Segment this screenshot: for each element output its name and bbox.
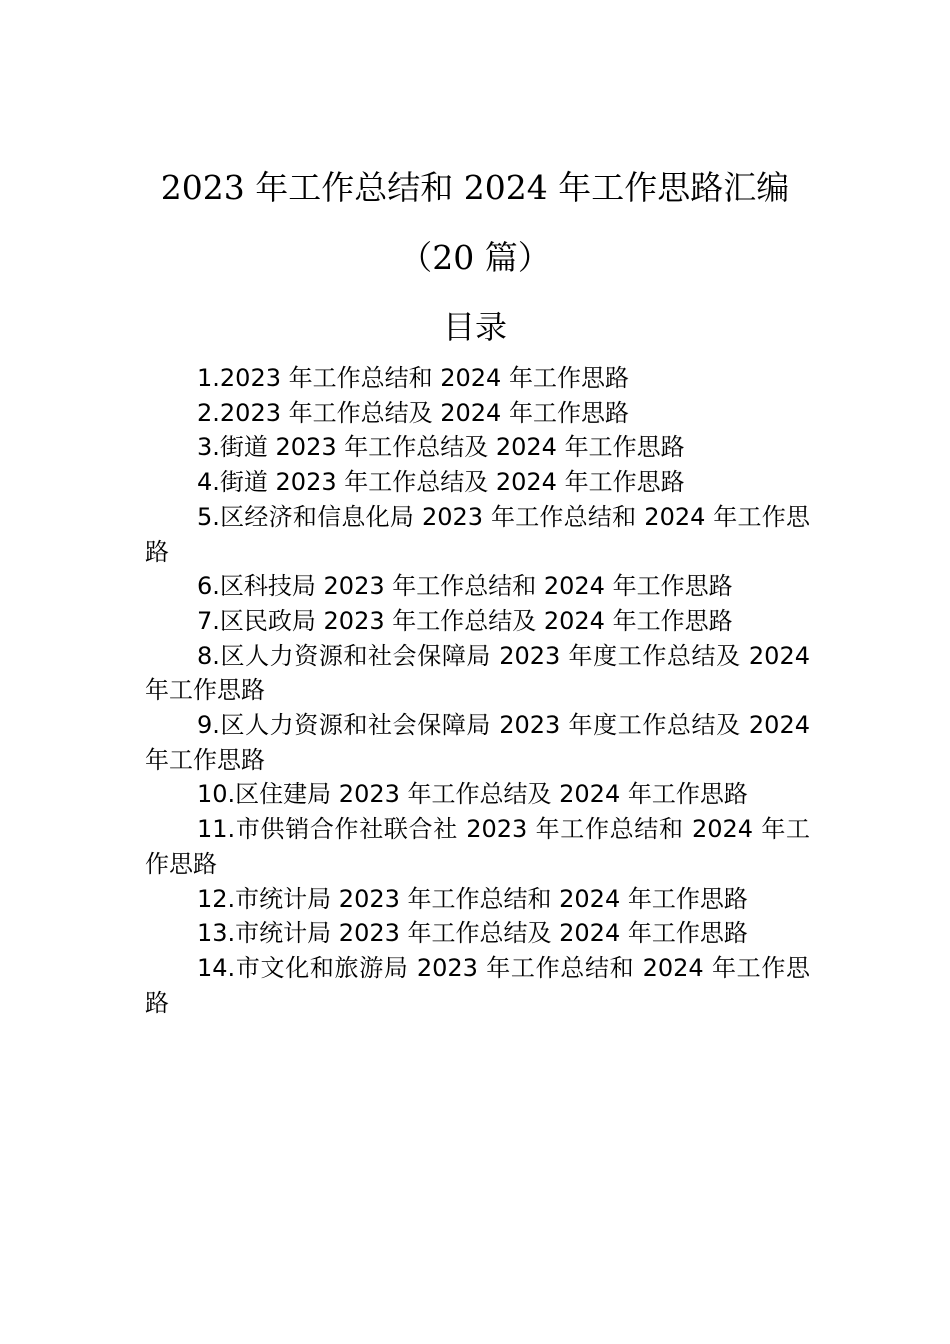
toc-item-9[interactable]: 9.区人力资源和社会保障局 2023 年度工作总结及 2024 年工作思路 — [145, 711, 810, 774]
toc-item-4[interactable]: 4.街道 2023 年工作总结及 2024 年工作思路 — [197, 468, 685, 497]
toc-item-13[interactable]: 13.市统计局 2023 年工作总结及 2024 年工作思路 — [197, 919, 748, 948]
toc-item-7[interactable]: 7.区民政局 2023 年工作总结及 2024 年工作思路 — [197, 606, 733, 635]
toc-item-12[interactable]: 12.市统计局 2023 年工作总结和 2024 年工作思路 — [197, 884, 748, 913]
toc-item-14[interactable]: 14.市文化和旅游局 2023 年工作总结和 2024 年工作思路 — [145, 953, 810, 1017]
toc-item-3[interactable]: 3.街道 2023 年工作总结及 2024 年工作思路 — [197, 433, 685, 462]
toc-item-11[interactable]: 11.市供销合作社联合社 2023 年工作总结和 2024 年工作思路 — [145, 815, 810, 878]
document-title: 2023 年工作总结和 2024 年工作思路汇编 — [160, 168, 790, 207]
toc-item-1[interactable]: 1.2023 年工作总结和 2024 年工作思路 — [197, 364, 629, 392]
toc-item-6[interactable]: 6.区科技局 2023 年工作总结和 2024 年工作思路 — [197, 572, 733, 601]
toc-heading: 目录 — [442, 308, 507, 346]
toc-item-2[interactable]: 2.2023 年工作总结及 2024 年工作思路 — [197, 398, 629, 427]
toc-item-10[interactable]: 10.区住建局 2023 年工作总结及 2024 年工作思路 — [197, 780, 748, 809]
toc-item-5[interactable]: 5.区经济和信息化局 2023 年工作总结和 2024 年工作思路 — [145, 502, 810, 566]
document-subtitle: （20 篇） — [399, 238, 551, 277]
table-of-contents — [145, 361, 810, 1020]
toc-item-8[interactable]: 8.区人力资源和社会保障局 2023 年度工作总结及 2024 年工作思路 — [145, 641, 810, 705]
